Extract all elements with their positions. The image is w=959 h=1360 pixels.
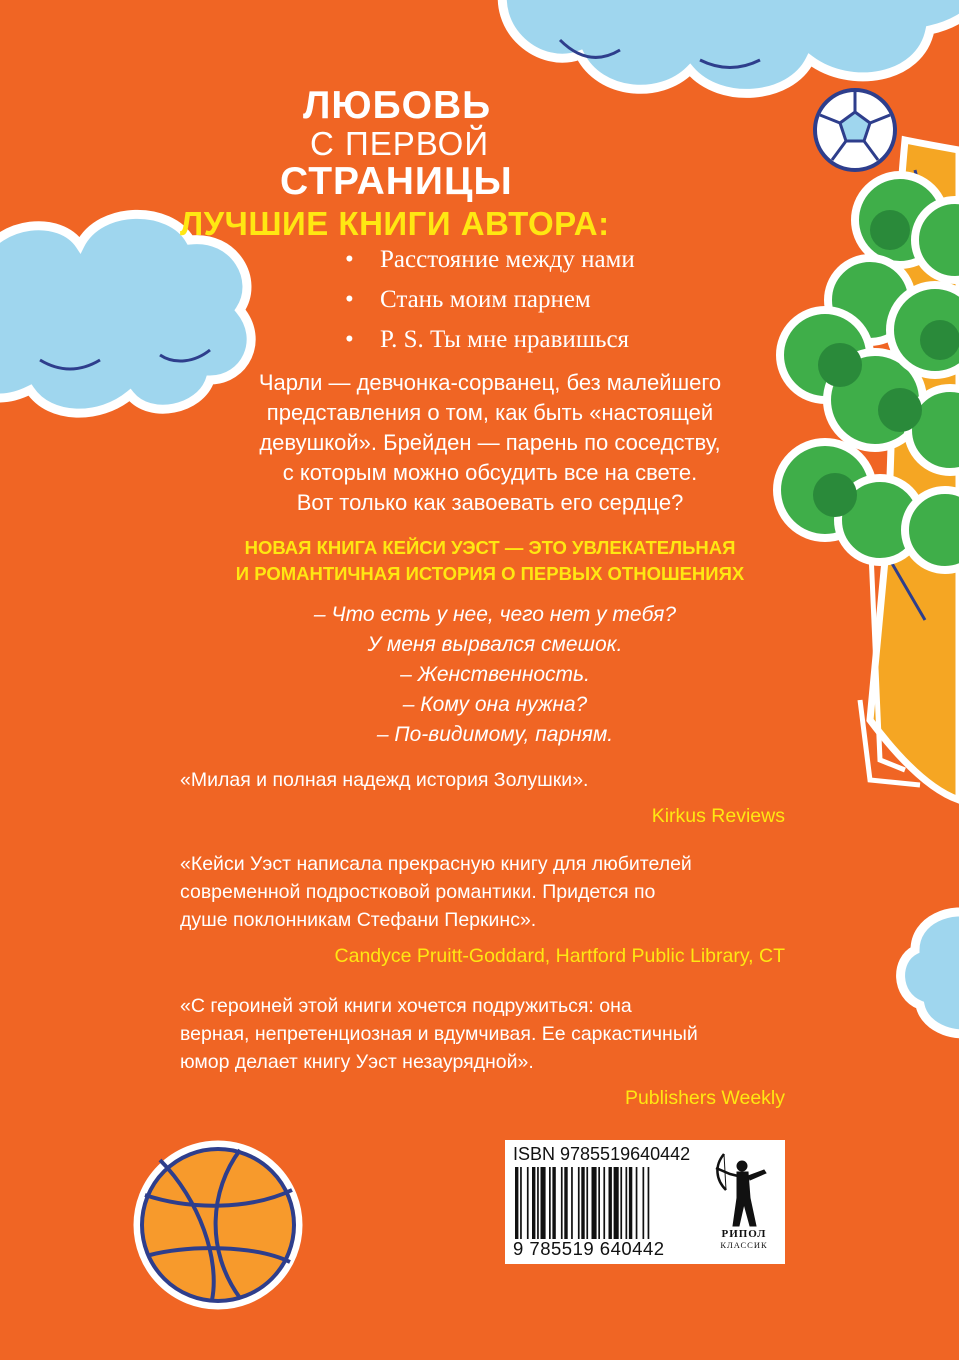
review-kirkus <box>180 766 785 830</box>
barcode-bar <box>541 1167 546 1239</box>
barcode-bar <box>603 1167 605 1239</box>
barcode-bar <box>564 1167 567 1239</box>
review-quote: «Милая и полная надежд история Золушки». <box>180 769 589 791</box>
tree-canopy-icon <box>777 175 959 570</box>
review-source: Candyce Pruitt-Goddard, Hartford Public Library, CT <box>334 945 785 967</box>
review-quote: верная, непретенциозная и вдумчивая. Ее саркастичный <box>180 1023 698 1045</box>
synopsis-line: Вот только как завоевать его сердце? <box>296 490 684 515</box>
dialogue-line: – Что есть у нее, чего нет у тебя? <box>313 603 677 626</box>
promo-tagline <box>170 535 810 587</box>
barcode-bar <box>586 1167 588 1239</box>
barcode-bar <box>537 1167 539 1239</box>
barcode-bar <box>592 1167 597 1239</box>
synopsis-line: представления о том, как быть «настоящей <box>266 400 714 425</box>
review-quote: душе поклонникам Стефани Перкинс». <box>180 909 537 931</box>
synopsis <box>230 368 750 518</box>
series-line-1: ЛЮБОВЬ <box>303 84 492 127</box>
publisher-name <box>704 1228 784 1250</box>
review-quote: современной подростковой романтики. Придется по <box>180 881 656 903</box>
cloud-left-icon <box>0 214 251 413</box>
barcode-bar <box>561 1167 563 1239</box>
barcode-bar <box>532 1167 535 1239</box>
isbn-label: ISBN 9785519640442 <box>513 1144 691 1164</box>
basketball-icon <box>138 1145 298 1305</box>
barcode-bar <box>527 1167 529 1239</box>
best-books-list <box>345 240 635 360</box>
barcode-bar <box>609 1167 612 1239</box>
bullet-icon: • <box>345 246 354 273</box>
barcode-bar <box>626 1167 628 1239</box>
barcode-bar <box>549 1167 551 1239</box>
barcode-icon <box>513 1167 703 1239</box>
review-source: Kirkus Reviews <box>651 805 785 827</box>
bullet-icon: • <box>345 286 354 313</box>
publisher-name-main: РИПОЛ <box>721 1228 767 1240</box>
review-publishers-weekly <box>180 992 785 1112</box>
review-quote: юмор делает книгу Уэст незаурядной». <box>180 1051 534 1073</box>
list-item: • P. S. Ты мне нравишься <box>345 320 635 360</box>
barcode-bar <box>515 1167 518 1239</box>
dialogue-excerpt <box>230 600 760 750</box>
barcode-bar <box>614 1167 619 1239</box>
barcode-bar <box>620 1167 622 1239</box>
dialogue-line: – Кому она нужна? <box>402 693 588 716</box>
review-library <box>180 850 785 970</box>
barcode-bar <box>581 1167 584 1239</box>
barcode-bar <box>552 1167 555 1239</box>
synopsis-line: девушкой». Брейден — парень по соседству, <box>259 430 721 455</box>
barcode-bar <box>648 1167 650 1239</box>
barcode-bar <box>520 1167 522 1239</box>
promo-line: И РОМАНТИЧНАЯ ИСТОРИЯ О ПЕРВЫХ ОТНОШЕНИЯХ <box>235 563 745 584</box>
barcode-bar <box>636 1167 638 1239</box>
cloud-right-icon <box>901 912 959 1034</box>
barcode-bar <box>629 1167 632 1239</box>
review-quote: «С героиней этой книги хочется подружиться: она <box>180 995 632 1017</box>
synopsis-line: с которым можно обсудить все на свете. <box>282 460 698 485</box>
publisher-name-sub: КЛАССИК <box>720 1240 768 1250</box>
soccer-ball-icon <box>815 90 895 170</box>
barcode-bar <box>643 1167 645 1239</box>
series-line-3: СТРАНИЦЫ <box>280 160 513 203</box>
barcode-digits: 9 785519 640442 <box>513 1238 665 1259</box>
dialogue-line: У меня вырвался смешок. <box>367 633 623 656</box>
barcode-bar <box>578 1167 580 1239</box>
review-source: Publishers Weekly <box>624 1087 785 1109</box>
promo-line: НОВАЯ КНИГА КЕЙСИ УЭСТ — ЭТО УВЛЕКАТЕЛЬНАЯ <box>244 537 736 558</box>
dialogue-line: – Женственность. <box>400 663 590 686</box>
barcode-bar <box>571 1167 573 1239</box>
synopsis-line: Чарли — девчонка-сорванец, без малейшего <box>258 370 722 395</box>
list-item: • Расстояние между нами <box>345 240 635 280</box>
review-quote: «Кейси Уэст написала прекрасную книгу для любителей <box>180 853 692 875</box>
series-title <box>280 86 560 201</box>
barcode-bar <box>598 1167 600 1239</box>
bullet-icon: • <box>345 326 354 353</box>
series-line-2: С ПЕРВОЙ <box>310 125 490 162</box>
list-item: • Стань моим парнем <box>345 280 635 320</box>
dialogue-line: – По-видимому, парням. <box>376 723 614 746</box>
best-books-heading: ЛУЧШИЕ КНИГИ АВТОРА: <box>180 205 610 242</box>
cloud-top-right-icon <box>502 0 959 93</box>
